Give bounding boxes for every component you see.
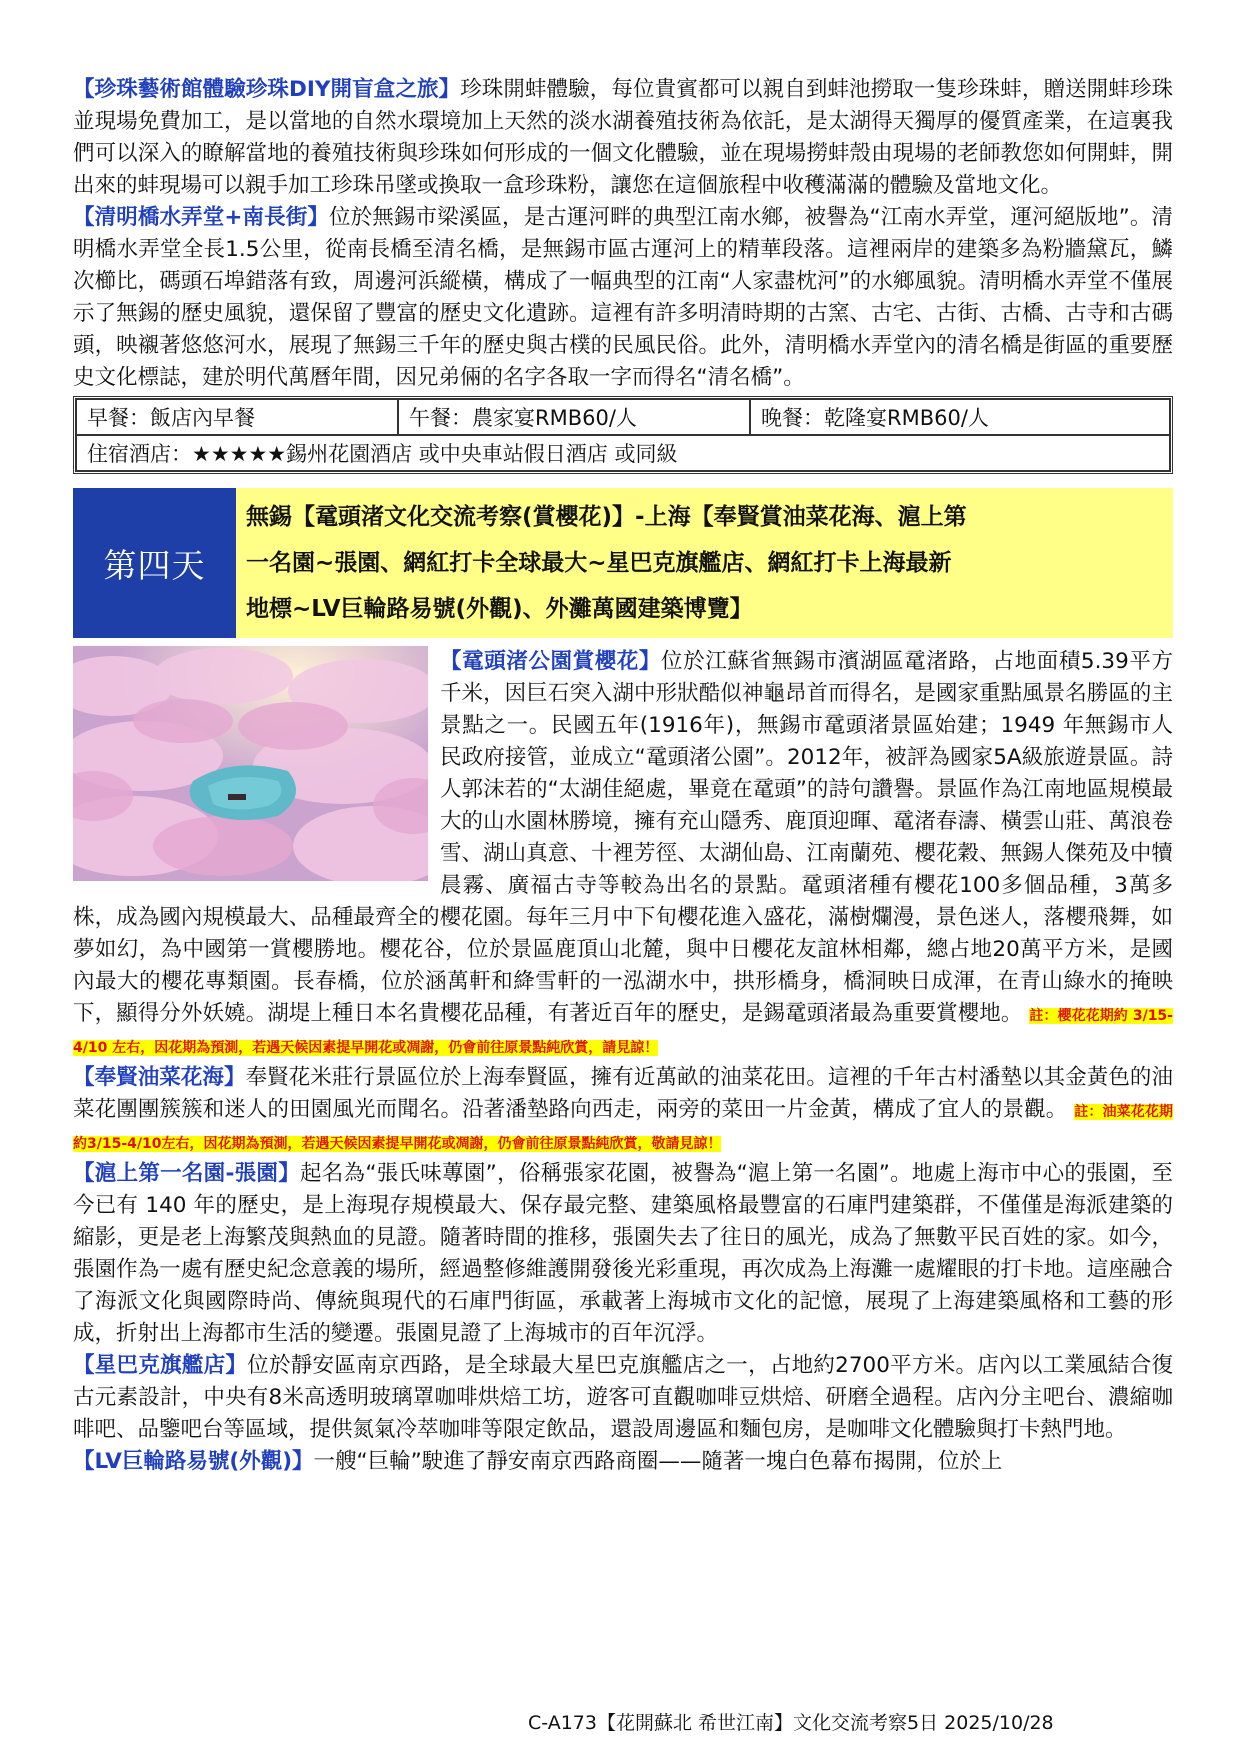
starbucks-text: 位於靜安區南京西路，是全球最大星巴克旗艦店之一，占地約2700平方米。店內以工業風結合復古元素設計，中央有8米高透明玻璃罩咖啡烘焙工坊，遊客可直觀咖啡豆烘焙、研磨全過程。店內分主吧台、濃縮咖啡吧、品鑒吧台等區域，提供氮氣冷萃咖啡等限定飲品，還設周邊區和麵包房，是咖啡文化體驗與打卡熱門地。: [73, 1353, 1173, 1442]
yuantouzhu-text: 位於江蘇省無錫市濱湖區鼋渚路，占地面積5.39平方千米，因巨石突入湖中形狀酷似神龜昂首而得名，是國家重點風景名勝區的主景點之一。民國五年(1916年)，無錫市鼋頭渚景區始建；1949 年無錫市人民政府接管，並成立“鼋頭渚公園”。2012年，被評為國家5A級旅遊景區。詩人郭沫若的“太湖佳絕處，畢竟在鼋頭”的詩句讚譽。景區作為江南地區規模最大的山水園林勝境，擁有充山隱秀、鹿頂迎暉、鼋渚春濤、橫雲山莊、萬浪卷雪、湖山真意、十裡芳徑、太湖仙島、江南蘭苑、櫻花穀、無錫人傑苑及中犢晨霧、廣福古寺等較為出名的景點。鼋頭渚種有櫻花100多個品種，3萬多株，成為國內規模最大、品種最齊全的櫻花園。每年三月中下旬櫻花進入盛花，滿樹爛漫，景色迷人，落櫻飛舞，如夢如幻，為中國第一賞櫻勝地。櫻花谷，位於景區鹿頂山北麓，與中日櫻花友誼林相鄰，總占地20萬平方米，是國內最大的櫻花專類園。長春橋，位於涵萬軒和絳雪軒的一泓湖水中，拱形橋身，橋洞映日成渾，在青山綠水的掩映下，顯得分外妖嬈。湖堤上種日本名貴櫻花品種，有著近百年的歷史，是錫鼋頭渚最為重要賞櫻地。: [73, 649, 1173, 1026]
qingming-heading: 【清明橋水弄堂+南長街】: [73, 205, 329, 230]
cherry-blossom-photo: [73, 646, 428, 881]
qingming-text: 位於無錫市梁溪區，是古運河畔的典型江南水鄉，被譽為“江南水弄堂，運河絕版地”。清明橋水弄堂全長1.5公里，從南長橋至清名橋，是無錫市區古運河上的精華段落。這裡兩岸的建築多為粉牆黛瓦，鱗次櫛比，碼頭石埠錯落有致，周邊河浜縱橫，構成了一幅典型的江南“人家盡枕河”的水鄉風貌。清明橋水弄堂不僅展示了無錫的歷史風貌，還保留了豐富的歷史文化遺跡。這裡有許多明清時期的古窯、古宅、古街、古橋、古寺和古碼頭，映襯著悠悠河水，展現了無錫三千年的歷史與古樸的民風民俗。此外，清明橋水弄堂內的清名橋是街區的重要歷史文化標誌，建於明代萬曆年間，因兄弟倆的名字各取一字而得名“清名橋”。: [73, 205, 1173, 390]
cherry-blossom-note: 註：櫻花花期約 3/15-4/10 左右，因花期為預測，若遇天候因素提早開花或凋謝，仍會前往原景點純欣賞，請見諒！: [73, 1008, 1173, 1056]
breakfast-cell: 早餐：飯店內早餐: [76, 399, 398, 435]
yuantouzhu-section: [73, 646, 1173, 1062]
document-page: [73, 74, 1173, 1478]
zhangyuan-text: 起名為“張氏味蓴園”，俗稱張家花園，被譽為“滬上第一名園”。地處上海市中心的張園，至今已有 140 年的歷史，是上海現存規模最大、保存最完整、建築風格最豐富的石庫門建築群，不僅僅是海派建築的縮影，更是老上海繁茂與熱血的見證。隨著時間的推移，張園失去了往日的風光，成為了無數平民百姓的家。如今，張園作為一處有歷史紀念意義的場所，經過整修維護開發後光彩重現，再次成為上海灘一處耀眼的打卡地。這座融合了海派文化與國際時尚、傳統與現代的石庫門街區，承載著上海城市文化的記憶，展現了上海建築風格和工藝的形成，折射出上海都市生活的變遷。張園見證了上海城市的百年沉浮。: [73, 1161, 1173, 1346]
lunch-cell: 午餐：農家宴RMB60/人: [398, 399, 750, 435]
day-title-line-3: 地標~LV巨輪路易號(外觀)、外灘萬國建築博覽】: [246, 596, 753, 622]
lv-text: 一艘“巨輪”駛進了靜安南京西路商圈——隨著一塊白色幕布揭開，位於上: [313, 1449, 1003, 1474]
page-footer: C-A173【花開蘇北 希世江南】文化交流考察5日 2025/10/28: [528, 1712, 1054, 1734]
pearl-section: [73, 74, 1173, 202]
rapeseed-heading: 【奉賢油菜花海】: [73, 1065, 246, 1090]
rapeseed-section: [73, 1062, 1173, 1158]
day-label: 第四天: [103, 545, 206, 585]
day-banner: [73, 488, 1173, 638]
zhangyuan-section: [73, 1158, 1173, 1350]
lv-heading: 【LV巨輪路易號(外觀)】: [73, 1449, 314, 1474]
starbucks-heading: 【星巴克旗艦店】: [73, 1353, 248, 1378]
pearl-text: 珍珠開蚌體驗，每位貴賓都可以親自到蚌池撈取一隻珍珠蚌，贈送開蚌珍珠並現場免費加工，是以當地的自然水環境加上天然的淡水湖養殖技術為依託，是太湖得天獨厚的優質產業，在這裏我們可以深入的瞭解當地的養殖技術與珍珠如何形成的一個文化體驗，並在現場撈蚌殼由現場的老師教您如何開蚌，開出來的蚌現場可以親手加工珍珠吊墜或換取一盒珍珠粉，讓您在這個旅程中收穫滿滿的體驗及當地文化。: [73, 77, 1173, 198]
cherry-blossom-illustration: [73, 646, 428, 881]
yuantouzhu-heading: 【鼋頭渚公園賞櫻花】: [440, 649, 662, 674]
pearl-heading: 【珍珠藝術館體驗珍珠DIY開盲盒之旅】: [73, 77, 461, 102]
hotel-cell: 住宿酒店：★★★★★錫州花園酒店 或中央車站假日酒店 或同級: [76, 435, 1170, 471]
meal-table: [73, 396, 1173, 474]
zhangyuan-heading: 【滬上第一名園-張園】: [73, 1161, 300, 1186]
qingming-section: [73, 202, 1173, 394]
rapeseed-note: 註：油菜花花期約3/15-4/10左右，因花期為預測，若遇天候因素提早開花或凋謝，仍會前往原景點純欣賞，敬請見諒！: [73, 1104, 1173, 1152]
day-label-box: [73, 488, 236, 638]
day-title-line-1: 無錫【鼋頭渚文化交流考察(賞櫻花)】-上海【奉賢賞油菜花海、滬上第: [246, 504, 967, 530]
starbucks-section: [73, 1350, 1173, 1446]
day-title-line-2: 一名園~張園、網紅打卡全球最大~星巴克旗艦店、網紅打卡上海最新: [246, 550, 952, 576]
dinner-cell: 晚餐：乾隆宴RMB60/人: [750, 399, 1170, 435]
lv-section: [73, 1446, 1173, 1478]
day-title: [236, 488, 1173, 638]
rapeseed-text: 奉賢花米莊行景區位於上海奉賢區，擁有近萬畝的油菜花田。這裡的千年古村潘墊以其金黃色的油菜花團團簇簇和迷人的田園風光而聞名。沿著潘墊路向西走，兩旁的菜田一片金黃，構成了宜人的景觀。: [73, 1065, 1173, 1122]
